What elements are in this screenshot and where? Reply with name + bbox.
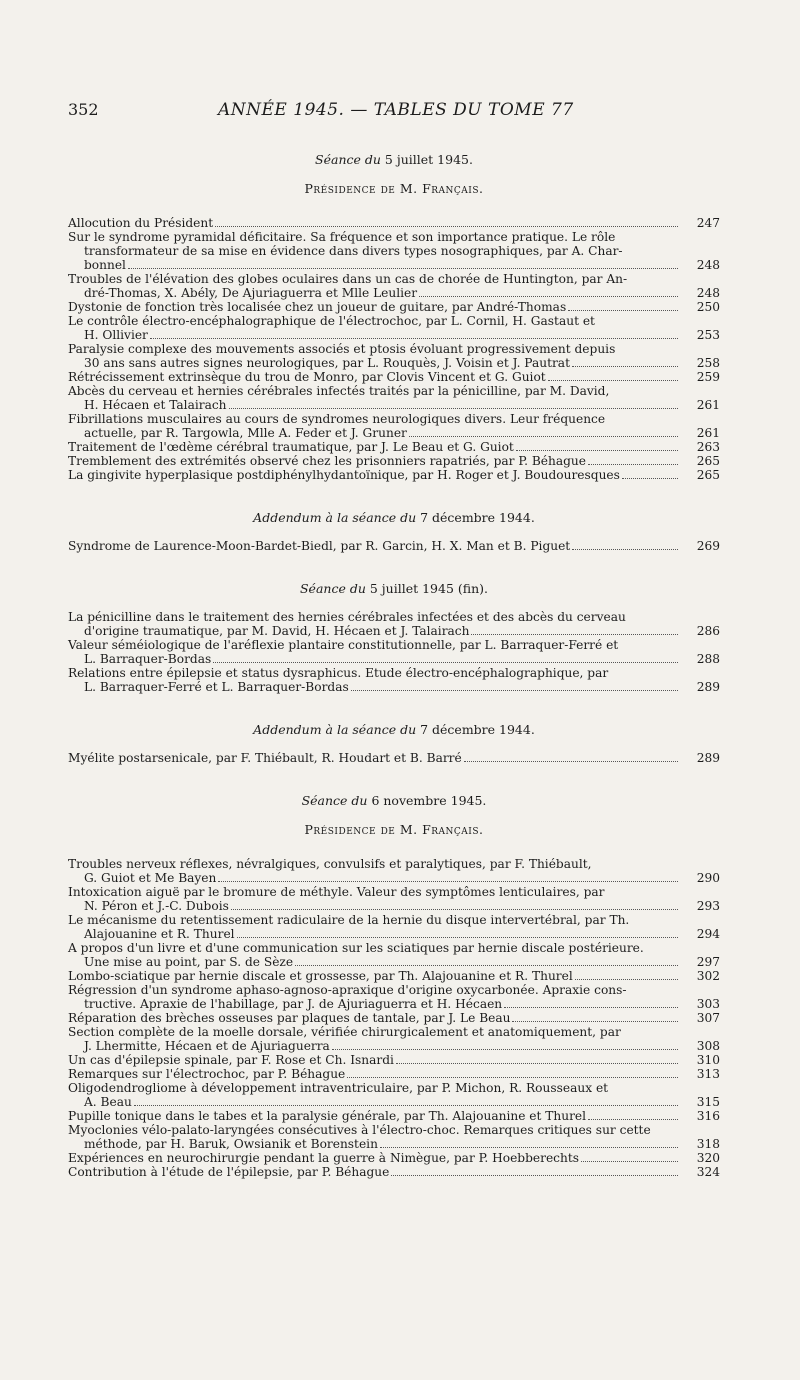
entry-text: Intoxication aiguë par le bromure de méthyle. Valeur des symptômes lenticulaires, par [68, 885, 605, 899]
list-item [68, 885, 720, 913]
section [68, 722, 720, 765]
entry-text: Myoclonies vélo-palato-laryngées consécutives à l'électro-choc. Remarques critiques sur cette [68, 1123, 651, 1137]
entry-page: 320 [696, 1151, 720, 1165]
entry-page: 247 [696, 216, 720, 230]
dot-leader [380, 1147, 678, 1148]
entry-text: Traitement de l'œdème cérébral traumatique, par J. Le Beau et G. Guiot [68, 440, 514, 454]
section-title-main: Addendum à la séance du [253, 722, 421, 737]
entry-text: Dystonie de fonction très localisée chez un joueur de guitare, par André-Thomas [68, 300, 567, 314]
entry-text: Lombo-sciatique par hernie discale et grossesse, par Th. Alajouanine et R. Thurel [68, 969, 573, 983]
dot-leader [409, 436, 678, 437]
dot-leader [516, 450, 678, 451]
entry-text: G. Guiot et Me Bayen [84, 871, 217, 885]
entry-page: 288 [696, 652, 720, 666]
entry-text: méthode, par H. Baruk, Owsianik et Borenstein [84, 1137, 378, 1151]
list-item [68, 666, 720, 694]
section-title-date: 6 novembre 1945. [371, 793, 487, 808]
entry-text: Le mécanisme du retentissement radiculaire de la hernie du disque intervertébral, par Th. [68, 913, 630, 927]
entry-text: Rétrécissement extrinsèque du trou de Monro, par Clovis Vincent et G. Guiot [68, 370, 546, 384]
dot-leader [218, 881, 678, 882]
list-item [68, 468, 720, 482]
section-title-date: 7 décembre 1944. [420, 722, 535, 737]
section [68, 581, 720, 694]
section-title [68, 722, 720, 737]
list-item [68, 272, 720, 300]
list-item [68, 1081, 720, 1109]
entry-list [68, 539, 720, 553]
entry-text: d'origine traumatique, par M. David, H. Hécaen et J. Talairach [84, 624, 470, 638]
entry-page: 294 [696, 927, 720, 941]
dot-leader [128, 268, 678, 269]
entry-page: 261 [696, 398, 720, 412]
dot-leader [464, 761, 678, 762]
entry-text: N. Péron et J.-C. Dubois [84, 899, 229, 913]
section-title-date: 5 juillet 1945. [384, 152, 473, 167]
dot-leader [512, 1021, 678, 1022]
dot-leader [572, 549, 678, 550]
list-item [68, 857, 720, 885]
section-title [68, 152, 720, 167]
list-item [68, 983, 720, 1011]
entry-text: tructive. Apraxie de l'habillage, par J. de Ajuriaguerra et H. Hécaen [84, 997, 503, 1011]
dot-leader [150, 338, 678, 339]
entry-page: 303 [696, 997, 720, 1011]
dot-leader [347, 1077, 678, 1078]
entry-page: 261 [696, 426, 720, 440]
list-item [68, 1123, 720, 1151]
entry-text: bonnel [84, 258, 126, 272]
entry-page: 265 [696, 454, 720, 468]
list-item [68, 610, 720, 638]
entry-list [68, 216, 720, 482]
entry-text: H. Ollivier [84, 328, 148, 342]
entry-text: H. Hécaen et Talairach [84, 398, 227, 412]
entry-text: L. Barraquer-Ferré et L. Barraquer-Bordas [84, 680, 349, 694]
list-item [68, 454, 720, 468]
section-title-date: 7 décembre 1944. [420, 510, 535, 525]
entry-text: A. Beau [84, 1095, 132, 1109]
entry-text: Remarques sur l'électrochoc, par P. Béhague [68, 1067, 346, 1081]
table-of-contents [68, 152, 720, 1179]
entry-text: Un cas d'épilepsie spinale, par F. Rose et Ch. Isnardi [68, 1053, 394, 1067]
dot-leader [588, 464, 678, 465]
list-item [68, 751, 720, 765]
entry-page: 313 [696, 1067, 720, 1081]
entry-page: 315 [696, 1095, 720, 1109]
section [68, 152, 720, 482]
dot-leader [572, 366, 678, 367]
entry-page: 307 [696, 1011, 720, 1025]
entry-text: La pénicilline dans le traitement des hernies cérébrales infectées et des abcès du cerveau [68, 610, 626, 624]
entry-page: 248 [696, 286, 720, 300]
entry-page: 259 [696, 370, 720, 384]
section-title-main: Séance du [315, 152, 385, 167]
entry-text: Contribution à l'étude de l'épilepsie, par P. Béhague [68, 1165, 390, 1179]
entry-text: Troubles de l'élévation des globes oculaires dans un cas de chorée de Huntington, par An- [68, 272, 628, 286]
running-title: ANNÉE 1945. — TABLES DU TOME 77 [218, 100, 574, 120]
dot-leader [471, 634, 678, 635]
entry-page: 263 [696, 440, 720, 454]
dot-leader [575, 979, 678, 980]
entry-page: 269 [696, 539, 720, 553]
list-item [68, 1151, 720, 1165]
dot-leader [237, 937, 678, 938]
entry-page: 248 [696, 258, 720, 272]
list-item [68, 412, 720, 440]
section-title [68, 581, 720, 596]
entry-page: 324 [696, 1165, 720, 1179]
list-item [68, 230, 720, 272]
section-title-date: 5 juillet 1945 (fin). [369, 581, 488, 596]
entry-page: 265 [696, 468, 720, 482]
list-item [68, 941, 720, 969]
entry-text: Syndrome de Laurence-Moon-Bardet-Biedl, par R. Garcin, H. X. Man et B. Piguet [68, 539, 571, 553]
entry-text: La gingivite hyperplasique postdiphénylhydantoïnique, par H. Roger et J. Boudouresques [68, 468, 620, 482]
entry-page: 253 [696, 328, 720, 342]
dot-leader [548, 380, 678, 381]
list-item [68, 638, 720, 666]
entry-text: A propos d'un livre et d'une communication sur les sciatiques par hernie discale postérieure. [68, 941, 644, 955]
list-item [68, 913, 720, 941]
dot-leader [391, 1175, 678, 1176]
entry-text: Expériences en neurochirurgie pendant la guerre à Nimègue, par P. Hoebberechts [68, 1151, 579, 1165]
entry-page: 302 [696, 969, 720, 983]
entry-text: L. Barraquer-Bordas [84, 652, 212, 666]
entry-list [68, 857, 720, 1179]
entry-text: J. Lhermitte, Hécaen et de Ajuriaguerra [84, 1039, 330, 1053]
list-item [68, 314, 720, 342]
entry-page: 289 [696, 680, 720, 694]
entry-list [68, 610, 720, 694]
entry-text: Régression d'un syndrome aphaso-agnoso-apraxique d'origine oxycarbonée. Apraxie cons- [68, 983, 627, 997]
dot-leader [588, 1119, 678, 1120]
entry-text: dré-Thomas, X. Abély, De Ajuriaguerra et Mlle Leulier [84, 286, 418, 300]
entry-text: Section complète de la moelle dorsale, vérifiée chirurgicalement et anatomiquement, par [68, 1025, 621, 1039]
section [68, 510, 720, 553]
dot-leader [295, 965, 678, 966]
list-item [68, 300, 720, 314]
entry-page: 297 [696, 955, 720, 969]
entry-page: 258 [696, 356, 720, 370]
entry-page: 289 [696, 751, 720, 765]
dot-leader [581, 1161, 678, 1162]
entry-page: 293 [696, 899, 720, 913]
list-item [68, 1011, 720, 1025]
entry-page: 308 [696, 1039, 720, 1053]
dot-leader [215, 226, 678, 227]
entry-text: Abcès du cerveau et hernies cérébrales infectés traités par la pénicilline, par M. David, [68, 384, 610, 398]
dot-leader [419, 296, 678, 297]
entry-text: Une mise au point, par S. de Sèze [84, 955, 294, 969]
presidence: Présidence de M. Français. [304, 181, 484, 196]
section-title [68, 793, 720, 808]
list-item [68, 384, 720, 412]
entry-text: Myélite postarsenicale, par F. Thiébault, R. Houdart et B. Barré [68, 751, 462, 765]
section-title-main: Séance du [301, 793, 372, 808]
entry-text: Allocution du Président [68, 216, 214, 230]
entry-text: Pupille tonique dans le tabes et la paralysie générale, par Th. Alajouanine et Thurel [68, 1109, 587, 1123]
list-item [68, 969, 720, 983]
entry-text: Alajouanine et R. Thurel [84, 927, 235, 941]
entry-text: 30 ans sans autres signes neurologiques, par L. Rouquès, J. Voisin et J. Pautrat [84, 356, 570, 370]
section-title-main: Addendum à la séance du [253, 510, 421, 525]
entry-page: 290 [696, 871, 720, 885]
entry-text: Sur le syndrome pyramidal déficitaire. Sa fréquence et son importance pratique. Le rôle [68, 230, 616, 244]
dot-leader [213, 662, 678, 663]
entry-text: Paralysie complexe des mouvements associés et ptosis évoluant progressivement depuis [68, 342, 616, 356]
running-head [68, 100, 720, 120]
dot-leader [351, 690, 678, 691]
presidence: Présidence de M. Français. [304, 822, 484, 837]
list-item [68, 1053, 720, 1067]
entry-text: transformateur de sa mise en évidence dans divers types nosographiques, par A. Char- [84, 244, 623, 258]
entry-text: Oligodendrogliome à développement intraventriculaire, par P. Michon, R. Rousseaux et [68, 1081, 609, 1095]
dot-leader [229, 408, 678, 409]
entry-text: Fibrillations musculaires au cours de syndromes neurologiques divers. Leur fréquence [68, 412, 606, 426]
list-item [68, 539, 720, 553]
list-item [68, 342, 720, 370]
list-item [68, 370, 720, 384]
section-title-main: Séance du [299, 581, 370, 596]
dot-leader [231, 909, 678, 910]
entry-text: Tremblement des extrémités observé chez les prisonniers rapatriés, par P. Béhague [68, 454, 586, 468]
section [68, 793, 720, 1179]
dot-leader [504, 1007, 678, 1008]
entry-text: Réparation des brèches osseuses par plaques de tantale, par J. Le Beau [68, 1011, 511, 1025]
dot-leader [134, 1105, 678, 1106]
list-item [68, 1025, 720, 1053]
entry-text: Le contrôle électro-encéphalographique de l'électrochoc, par L. Cornil, H. Gastaut et [68, 314, 595, 328]
entry-text: Relations entre épilepsie et status dysraphicus. Etude électro-encéphalographique, par [68, 666, 609, 680]
dot-leader [332, 1049, 678, 1050]
dot-leader [568, 310, 678, 311]
entry-list [68, 751, 720, 765]
list-item [68, 1165, 720, 1179]
page-number: 352 [68, 100, 99, 119]
list-item [68, 1067, 720, 1081]
dot-leader [622, 478, 678, 479]
dot-leader [396, 1063, 678, 1064]
entry-text: Troubles nerveux réflexes, névralgiques, convulsifs et paralytiques, par F. Thiébault, [68, 857, 592, 871]
list-item [68, 216, 720, 230]
entry-page: 286 [696, 624, 720, 638]
entry-page: 310 [696, 1053, 720, 1067]
entry-page: 318 [696, 1137, 720, 1151]
entry-page: 250 [696, 300, 720, 314]
entry-text: actuelle, par R. Targowla, Mlle A. Feder et J. Gruner [84, 426, 407, 440]
list-item [68, 1109, 720, 1123]
section-title [68, 510, 720, 525]
entry-page: 316 [696, 1109, 720, 1123]
entry-text: Valeur séméiologique de l'aréflexie plantaire constitutionnelle, par L. Barraquer-Ferré et [68, 638, 619, 652]
list-item [68, 440, 720, 454]
